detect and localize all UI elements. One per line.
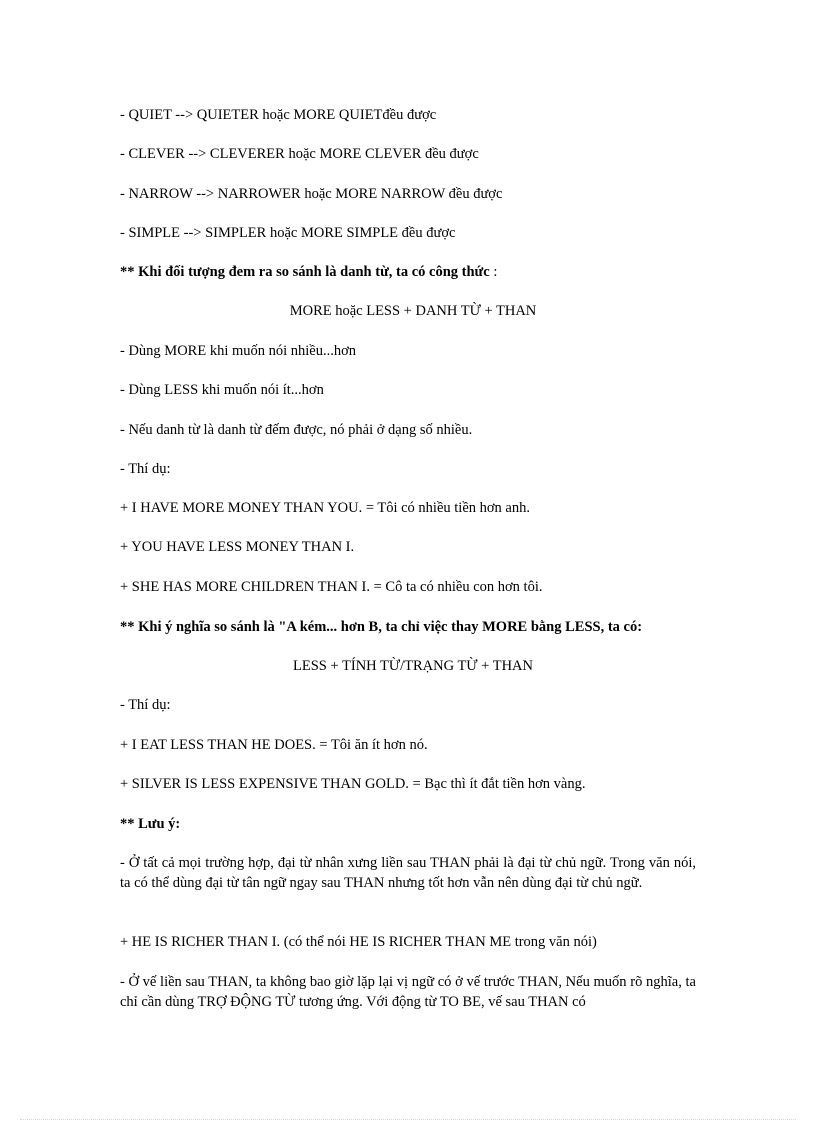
paragraph-auxiliary-note: - Ở vế liền sau THAN, ta không bao giờ lặp lại vị ngữ có ở vế trước THAN, Nếu muốn rõ nghĩa, ta chỉ cần dùng TRỢ ĐỘNG TỪ tương ứng. Với động từ TO BE, vế sau THAN có — [120, 974, 696, 1010]
heading-note: ** Lưu ý: — [120, 816, 181, 832]
text-line-3: - NARROW --> NARROWER hoặc MORE NARROW đều được — [120, 186, 503, 202]
text-line-11: + I HAVE MORE MONEY THAN YOU. = Tôi có nhiều tiền hơn anh. — [120, 500, 530, 516]
text-line-12: + YOU HAVE LESS MONEY THAN I. — [120, 539, 355, 555]
text-line-18: + SILVER IS LESS EXPENSIVE THAN GOLD. = Bạc thì ít đắt tiền hơn vàng. — [120, 776, 586, 792]
heading-less-comparison: ** Khi ý nghĩa so sánh là "A kém... hơn B, ta chỉ việc thay MORE bằng LESS, ta có: — [120, 619, 643, 635]
paragraph-pronoun-note: - Ở tất cả mọi trường hợp, đại từ nhân xưng liền sau THAN phải là đại từ chủ ngữ. Trong văn nói, ta có thể dùng đại từ tân ngữ ngay sau THAN nhưng tốt hơn vẫn nên dùng đại từ chủ ngữ. — [120, 855, 696, 891]
page-bottom-divider — [20, 1119, 796, 1120]
text-line-8: - Dùng LESS khi muốn nói ít...hơn — [120, 382, 324, 398]
text-line-16: - Thí dụ: — [120, 697, 171, 713]
text-line-13: + SHE HAS MORE CHILDREN THAN I. = Cô ta có nhiều con hơn tôi. — [120, 579, 543, 595]
text-line-7: - Dùng MORE khi muốn nói nhiều...hơn — [120, 343, 357, 359]
text-line-9: - Nếu danh từ là danh từ đếm được, nó phải ở dạng số nhiều. — [120, 422, 473, 438]
text-line-17: + I EAT LESS THAN HE DOES. = Tôi ăn ít hơn nó. — [120, 737, 428, 753]
formula-more-less-noun: MORE hoặc LESS + DANH TỪ + THAN — [289, 303, 537, 319]
text-line-21: + HE IS RICHER THAN I. (có thể nói HE IS RICHER THAN ME trong văn nói) — [120, 934, 597, 950]
text-line-2: - CLEVER --> CLEVERER hoặc MORE CLEVER đều được — [120, 146, 479, 162]
heading-colon: : — [489, 264, 498, 280]
text-line-4: - SIMPLE --> SIMPLER hoặc MORE SIMPLE đều được — [120, 225, 456, 241]
heading-noun-comparison — [120, 262, 696, 282]
heading-noun-comparison-text: ** Khi đối tượng đem ra so sánh là danh từ, ta có công thức — [120, 264, 490, 280]
formula-less-adjective: LESS + TÍNH TỪ/TRẠNG TỪ + THAN — [293, 658, 533, 674]
text-line-10: - Thí dụ: — [120, 461, 171, 477]
text-line-1: - QUIET --> QUIETER hoặc MORE QUIETđều được — [120, 107, 437, 123]
